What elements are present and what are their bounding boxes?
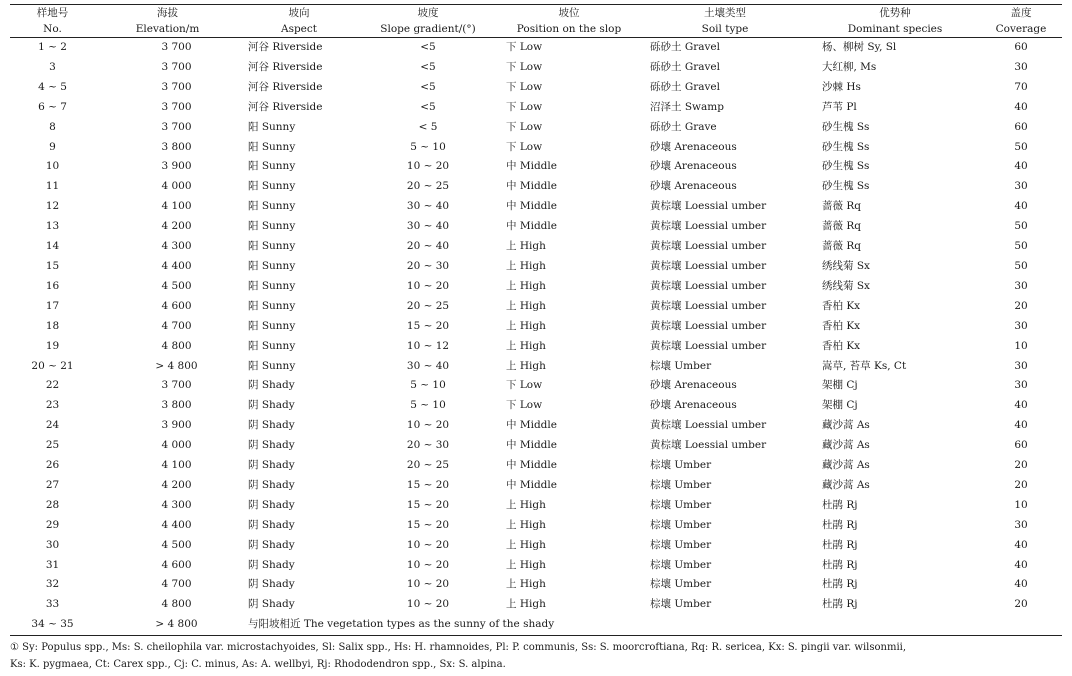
cell-soil: 砾砂土 Gravel [650, 60, 721, 73]
cell-aspect: 阳 Sunny [248, 220, 296, 233]
cell-note: 与阳坡相近 The vegetation types as the sunny of the shady [240, 615, 1062, 635]
cell-species: 杜鹃 Rj [822, 558, 858, 571]
cell-species: 杜鹃 Rj [822, 598, 858, 611]
cell-elevation: 3 900 [161, 419, 192, 432]
cell-position: 上 High [506, 598, 546, 611]
cell-soil: 棕壤 Umber [650, 478, 712, 491]
cell-position: 上 High [506, 259, 546, 272]
footnote-line-1: ① Sy: Populus spp., Ms: S. cheilophila var. microstachyoides, Sl: Salix spp., Hs: H. rhamnoides, Pl: P. communis, Ss: S. moorcroftiana, Rq: R. sericea, Kx: S. pingii var. wilsonmii, [10, 642, 907, 653]
table-row [10, 277, 1062, 297]
cell-elevation: 4 800 [161, 598, 192, 611]
cell-aspect: 阳 Sunny [248, 339, 296, 352]
cell-species: 绣线菊 Sx [822, 259, 870, 272]
cell-elevation: 4 100 [161, 200, 192, 213]
header-soil-zh: 土壤类型 [640, 5, 810, 22]
cell-slope: 10 ~ 20 [406, 419, 450, 432]
cell-elevation: 3 800 [161, 140, 192, 153]
header-position-zh: 坡位 [498, 5, 640, 22]
cell-no: 25 [45, 439, 60, 452]
cell-species: 香柏 Kx [822, 339, 861, 352]
cell-slope: <5 [420, 41, 436, 53]
cell-elevation: 4 500 [161, 538, 192, 551]
cell-coverage: 60 [1014, 439, 1028, 452]
cell-no: 32 [45, 578, 60, 591]
cell-elevation: 3 700 [161, 41, 192, 53]
cell-no: 30 [45, 538, 60, 551]
cell-aspect: 阳 Sunny [248, 319, 296, 332]
cell-slope: 15 ~ 20 [406, 319, 450, 332]
cell-slope: 30 ~ 40 [406, 220, 450, 233]
cell-position: 上 High [506, 498, 546, 511]
cell-position: 上 High [506, 279, 546, 292]
header-species-en: Dominant species [810, 21, 980, 38]
cell-slope: 10 ~ 20 [406, 160, 450, 173]
cell-soil: 黄棕壤 Loessial umber [650, 319, 767, 332]
cell-aspect: 阳 Sunny [248, 160, 296, 173]
cell-coverage: 20 [1014, 459, 1028, 472]
header-no-zh: 样地号 [10, 5, 95, 22]
cell-no: 34 ~ 35 [10, 615, 95, 635]
cell-slope: 10 ~ 20 [406, 558, 450, 571]
header-position-en: Position on the slop [498, 21, 640, 38]
cell-position: 中 Middle [506, 459, 557, 472]
cell-no: 31 [45, 558, 60, 571]
cell-soil: 棕壤 Umber [650, 459, 712, 472]
cell-no: 9 [49, 140, 56, 153]
cell-soil: 黄棕壤 Loessial umber [650, 200, 767, 213]
table-row [10, 78, 1062, 98]
cell-position: 下 Low [506, 140, 543, 153]
cell-soil: 砂壤 Arenaceous [650, 160, 737, 173]
table-row [10, 297, 1062, 317]
cell-position: 中 Middle [506, 160, 557, 173]
cell-elevation: 4 200 [161, 478, 192, 491]
cell-slope: 15 ~ 20 [406, 478, 450, 491]
cell-species: 杜鹃 Rj [822, 518, 858, 531]
cell-species: 藏沙蒿 As [822, 478, 870, 491]
cell-coverage: 40 [1014, 419, 1028, 432]
cell-no: 28 [45, 498, 60, 511]
cell-aspect: 阴 Shady [248, 379, 295, 392]
header-soil-en: Soil type [640, 21, 810, 38]
cell-position: 中 Middle [506, 439, 557, 452]
cell-species: 绣线菊 Sx [822, 279, 870, 292]
cell-coverage: 50 [1014, 140, 1028, 153]
table-row [10, 416, 1062, 436]
cell-species: 杜鹃 Rj [822, 538, 858, 551]
cell-elevation: 4 700 [161, 319, 192, 332]
cell-species: 大红柳, Ms [822, 60, 877, 73]
cell-soil: 棕壤 Umber [650, 538, 712, 551]
cell-coverage: 10 [1014, 498, 1028, 511]
cell-coverage: 20 [1014, 598, 1028, 611]
cell-elevation: 4 300 [161, 498, 192, 511]
cell-species: 藏沙蒿 As [822, 419, 870, 432]
cell-no: 23 [45, 399, 60, 412]
cell-aspect: 阴 Shady [248, 478, 295, 491]
cell-coverage: 30 [1014, 279, 1028, 292]
cell-soil: 砂壤 Arenaceous [650, 180, 737, 193]
cell-soil: 棕壤 Umber [650, 578, 712, 591]
cell-slope: 15 ~ 20 [406, 518, 450, 531]
cell-position: 下 Low [506, 41, 543, 53]
cell-soil: 棕壤 Umber [650, 558, 712, 571]
cell-aspect: 河谷 Riverside [248, 60, 323, 73]
table-row [10, 337, 1062, 357]
cell-no: 17 [45, 299, 60, 312]
cell-slope: 5 ~ 10 [410, 399, 446, 412]
table-row [10, 456, 1062, 476]
cell-slope: <5 [420, 60, 436, 73]
cell-position: 下 Low [506, 80, 543, 93]
cell-species: 杨、柳树 Sy, Sl [822, 41, 897, 53]
cell-species: 香柏 Kx [822, 319, 861, 332]
header-elevation-zh: 海拔 [95, 5, 240, 22]
cell-soil: 黄棕壤 Loessial umber [650, 220, 767, 233]
header-row-zh [10, 5, 1062, 22]
table-row [10, 38, 1062, 58]
cell-species: 蔷薇 Rq [822, 200, 861, 213]
cell-coverage: 50 [1014, 220, 1028, 233]
table-row [10, 357, 1062, 377]
cell-species: 香柏 Kx [822, 299, 861, 312]
cell-soil: 黄棕壤 Loessial umber [650, 259, 767, 272]
cell-coverage: 50 [1014, 240, 1028, 253]
cell-soil: 黄棕壤 Loessial umber [650, 279, 767, 292]
cell-position: 中 Middle [506, 419, 557, 432]
cell-aspect: 阳 Sunny [248, 299, 296, 312]
cell-soil: 棕壤 Umber [650, 518, 712, 531]
cell-no: 24 [45, 419, 60, 432]
cell-elevation: 3 700 [161, 379, 192, 392]
cell-aspect: 河谷 Riverside [248, 100, 323, 113]
cell-position: 中 Middle [506, 478, 557, 491]
cell-species: 架棚 Cj [822, 379, 858, 392]
cell-species: 架棚 Cj [822, 399, 858, 412]
table-row [10, 496, 1062, 516]
cell-position: 上 High [506, 359, 546, 372]
header-row-en [10, 21, 1062, 38]
plot-data-table [10, 4, 1062, 636]
table-row [10, 595, 1062, 615]
cell-species: 嵩草, 苔草 Ks, Ct [822, 359, 907, 372]
cell-position: 上 High [506, 299, 546, 312]
cell-elevation: > 4 800 [155, 359, 198, 372]
table-row [10, 396, 1062, 416]
cell-coverage: 20 [1014, 299, 1028, 312]
cell-soil: 棕壤 Umber [650, 359, 712, 372]
cell-elevation: > 4 800 [95, 615, 240, 635]
cell-coverage: 40 [1014, 160, 1028, 173]
cell-species: 蔷薇 Rq [822, 240, 861, 253]
cell-no: 11 [45, 180, 60, 193]
cell-slope: 20 ~ 25 [406, 459, 450, 472]
cell-position: 下 Low [506, 100, 543, 113]
cell-coverage: 30 [1014, 518, 1028, 531]
cell-no: 22 [45, 379, 60, 392]
cell-no: 19 [45, 339, 60, 352]
cell-coverage: 40 [1014, 100, 1028, 113]
cell-no: 27 [45, 478, 60, 491]
cell-no: 26 [45, 459, 60, 472]
cell-slope: 20 ~ 30 [406, 439, 450, 452]
cell-elevation: 3 700 [161, 100, 192, 113]
cell-position: 中 Middle [506, 200, 557, 213]
cell-no: 15 [45, 259, 60, 272]
cell-aspect: 阳 Sunny [248, 240, 296, 253]
cell-soil: 砂壤 Arenaceous [650, 379, 737, 392]
cell-aspect: 阴 Shady [248, 518, 295, 531]
cell-slope: 10 ~ 20 [406, 279, 450, 292]
cell-no: 29 [45, 518, 60, 531]
cell-position: 中 Middle [506, 180, 557, 193]
cell-position: 中 Middle [506, 220, 557, 233]
cell-slope: 30 ~ 40 [406, 200, 450, 213]
cell-coverage: 30 [1014, 60, 1028, 73]
cell-position: 上 High [506, 319, 546, 332]
cell-coverage: 40 [1014, 578, 1028, 591]
cell-position: 上 High [506, 578, 546, 591]
cell-soil: 黄棕壤 Loessial umber [650, 299, 767, 312]
header-coverage-en: Coverage [980, 21, 1062, 38]
cell-species: 蔷薇 Rq [822, 220, 861, 233]
cell-slope: 5 ~ 10 [410, 140, 446, 153]
cell-slope: < 5 [418, 120, 438, 133]
cell-aspect: 阴 Shady [248, 498, 295, 511]
cell-aspect: 阳 Sunny [248, 200, 296, 213]
cell-species: 砂生槐 Ss [822, 160, 870, 173]
cell-position: 上 High [506, 558, 546, 571]
cell-soil: 沼泽土 Swamp [650, 100, 724, 113]
table-row [10, 516, 1062, 536]
table-row [10, 317, 1062, 337]
cell-soil: 黄棕壤 Loessial umber [650, 240, 767, 253]
cell-elevation: 4 500 [161, 279, 192, 292]
cell-no: 13 [45, 220, 60, 233]
header-slope-en: Slope gradient/(°) [358, 21, 498, 38]
cell-soil: 砾砂土 Gravel [650, 41, 721, 53]
cell-species: 沙棘 Hs [822, 80, 861, 93]
cell-no: 16 [45, 279, 60, 292]
cell-elevation: 4 200 [161, 220, 192, 233]
cell-species: 杜鹃 Rj [822, 498, 858, 511]
cell-no: 4 ~ 5 [38, 80, 67, 93]
table-row [10, 556, 1062, 576]
cell-coverage: 60 [1014, 120, 1028, 133]
cell-coverage: 10 [1014, 339, 1028, 352]
cell-elevation: 4 700 [161, 578, 192, 591]
cell-slope: 20 ~ 40 [406, 240, 450, 253]
cell-no: 14 [45, 240, 60, 253]
cell-soil: 棕壤 Umber [650, 498, 712, 511]
table-row [10, 98, 1062, 118]
cell-species: 砂生槐 Ss [822, 140, 870, 153]
cell-soil: 黄棕壤 Loessial umber [650, 439, 767, 452]
cell-elevation: 3 700 [161, 120, 192, 133]
cell-elevation: 4 600 [161, 558, 192, 571]
table-row [10, 436, 1062, 456]
cell-slope: 10 ~ 20 [406, 538, 450, 551]
cell-slope: 15 ~ 20 [406, 498, 450, 511]
table-body [10, 38, 1062, 636]
cell-coverage: 60 [1014, 41, 1028, 53]
cell-slope: 30 ~ 40 [406, 359, 450, 372]
table-footnote [10, 639, 1062, 673]
cell-aspect: 河谷 Riverside [248, 41, 323, 53]
header-aspect-en: Aspect [240, 21, 358, 38]
cell-soil: 黄棕壤 Loessial umber [650, 339, 767, 352]
cell-species: 藏沙蒿 As [822, 439, 870, 452]
cell-coverage: 50 [1014, 259, 1028, 272]
table-row [10, 237, 1062, 257]
cell-no: 20 ~ 21 [31, 359, 74, 372]
table-row [10, 58, 1062, 78]
cell-no: 8 [49, 120, 56, 133]
cell-aspect: 阴 Shady [248, 538, 295, 551]
cell-coverage: 40 [1014, 200, 1028, 213]
cell-slope: 10 ~ 12 [406, 339, 450, 352]
table-row [10, 217, 1062, 237]
cell-slope: 20 ~ 25 [406, 299, 450, 312]
cell-elevation: 4 600 [161, 299, 192, 312]
cell-coverage: 40 [1014, 538, 1028, 551]
cell-elevation: 3 900 [161, 160, 192, 173]
cell-coverage: 30 [1014, 319, 1028, 332]
table-row [10, 197, 1062, 217]
header-no-en: No. [10, 21, 95, 38]
header-coverage-zh: 盖度 [980, 5, 1062, 22]
cell-aspect: 阴 Shady [248, 558, 295, 571]
table-row [10, 157, 1062, 177]
cell-species: 芦苇 Pl [822, 100, 857, 113]
cell-coverage: 40 [1014, 399, 1028, 412]
table-row [10, 476, 1062, 496]
cell-position: 下 Low [506, 399, 543, 412]
table-row [10, 138, 1062, 158]
cell-slope: <5 [420, 80, 436, 93]
cell-aspect: 阳 Sunny [248, 140, 296, 153]
header-slope-zh: 坡度 [358, 5, 498, 22]
cell-soil: 黄棕壤 Loessial umber [650, 419, 767, 432]
cell-slope: 5 ~ 10 [410, 379, 446, 392]
cell-slope: 20 ~ 30 [406, 259, 450, 272]
cell-slope: 10 ~ 20 [406, 598, 450, 611]
table-row-last [10, 615, 1062, 635]
cell-slope: 20 ~ 25 [406, 180, 450, 193]
cell-aspect: 阳 Sunny [248, 120, 296, 133]
table-row [10, 177, 1062, 197]
cell-slope: <5 [420, 100, 436, 113]
table-row [10, 118, 1062, 138]
cell-elevation: 4 400 [161, 518, 192, 531]
cell-coverage: 30 [1014, 180, 1028, 193]
cell-species: 砂生槐 Ss [822, 180, 870, 193]
cell-species: 藏沙蒿 As [822, 459, 870, 472]
table-row [10, 536, 1062, 556]
cell-aspect: 阴 Shady [248, 578, 295, 591]
cell-no: 18 [45, 319, 60, 332]
cell-no: 33 [45, 598, 60, 611]
cell-soil: 砾砂土 Gravel [650, 80, 721, 93]
cell-species: 杜鹃 Rj [822, 578, 858, 591]
cell-position: 上 High [506, 518, 546, 531]
cell-elevation: 4 300 [161, 240, 192, 253]
table-row [10, 575, 1062, 595]
cell-coverage: 30 [1014, 379, 1028, 392]
cell-aspect: 阴 Shady [248, 419, 295, 432]
cell-aspect: 阳 Sunny [248, 259, 296, 272]
table-row [10, 376, 1062, 396]
cell-aspect: 阳 Sunny [248, 180, 296, 193]
cell-elevation: 3 700 [161, 60, 192, 73]
cell-elevation: 4 000 [161, 439, 192, 452]
footnote-line-2: Ks: K. pygmaea, Ct: Carex spp., Cj: C. minus, As: A. wellbyi, Rj: Rhododendron spp., Sx: S. alpina. [10, 659, 506, 670]
cell-no: 10 [45, 160, 60, 173]
cell-position: 下 Low [506, 379, 543, 392]
cell-elevation: 4 000 [161, 180, 192, 193]
cell-aspect: 河谷 Riverside [248, 80, 323, 93]
cell-coverage: 30 [1014, 359, 1028, 372]
cell-elevation: 3 700 [161, 80, 192, 93]
cell-coverage: 70 [1014, 80, 1028, 93]
cell-aspect: 阴 Shady [248, 439, 295, 452]
cell-coverage: 20 [1014, 478, 1028, 491]
cell-aspect: 阴 Shady [248, 598, 295, 611]
header-elevation-en: Elevation/m [95, 21, 240, 38]
cell-no: 6 ~ 7 [38, 100, 67, 113]
cell-position: 下 Low [506, 120, 543, 133]
cell-position: 下 Low [506, 60, 543, 73]
cell-elevation: 4 100 [161, 459, 192, 472]
table-row [10, 257, 1062, 277]
cell-aspect: 阳 Sunny [248, 279, 296, 292]
cell-slope: 10 ~ 20 [406, 578, 450, 591]
cell-coverage: 40 [1014, 558, 1028, 571]
cell-soil: 棕壤 Umber [650, 598, 712, 611]
cell-soil: 砂壤 Arenaceous [650, 399, 737, 412]
cell-aspect: 阴 Shady [248, 399, 295, 412]
header-aspect-zh: 坡向 [240, 5, 358, 22]
cell-elevation: 4 800 [161, 339, 192, 352]
cell-elevation: 4 400 [161, 259, 192, 272]
header-species-zh: 优势种 [810, 5, 980, 22]
cell-soil: 砂壤 Arenaceous [650, 140, 737, 153]
cell-species: 砂生槐 Ss [822, 120, 870, 133]
cell-no: 1 ~ 2 [38, 41, 67, 53]
cell-position: 上 High [506, 240, 546, 253]
cell-soil: 砾砂土 Grave [650, 120, 717, 133]
cell-no: 12 [45, 200, 60, 213]
cell-no: 3 [49, 60, 56, 73]
cell-aspect: 阳 Sunny [248, 359, 296, 372]
table-header [10, 5, 1062, 38]
cell-elevation: 3 800 [161, 399, 192, 412]
cell-position: 上 High [506, 339, 546, 352]
cell-aspect: 阴 Shady [248, 459, 295, 472]
cell-position: 上 High [506, 538, 546, 551]
